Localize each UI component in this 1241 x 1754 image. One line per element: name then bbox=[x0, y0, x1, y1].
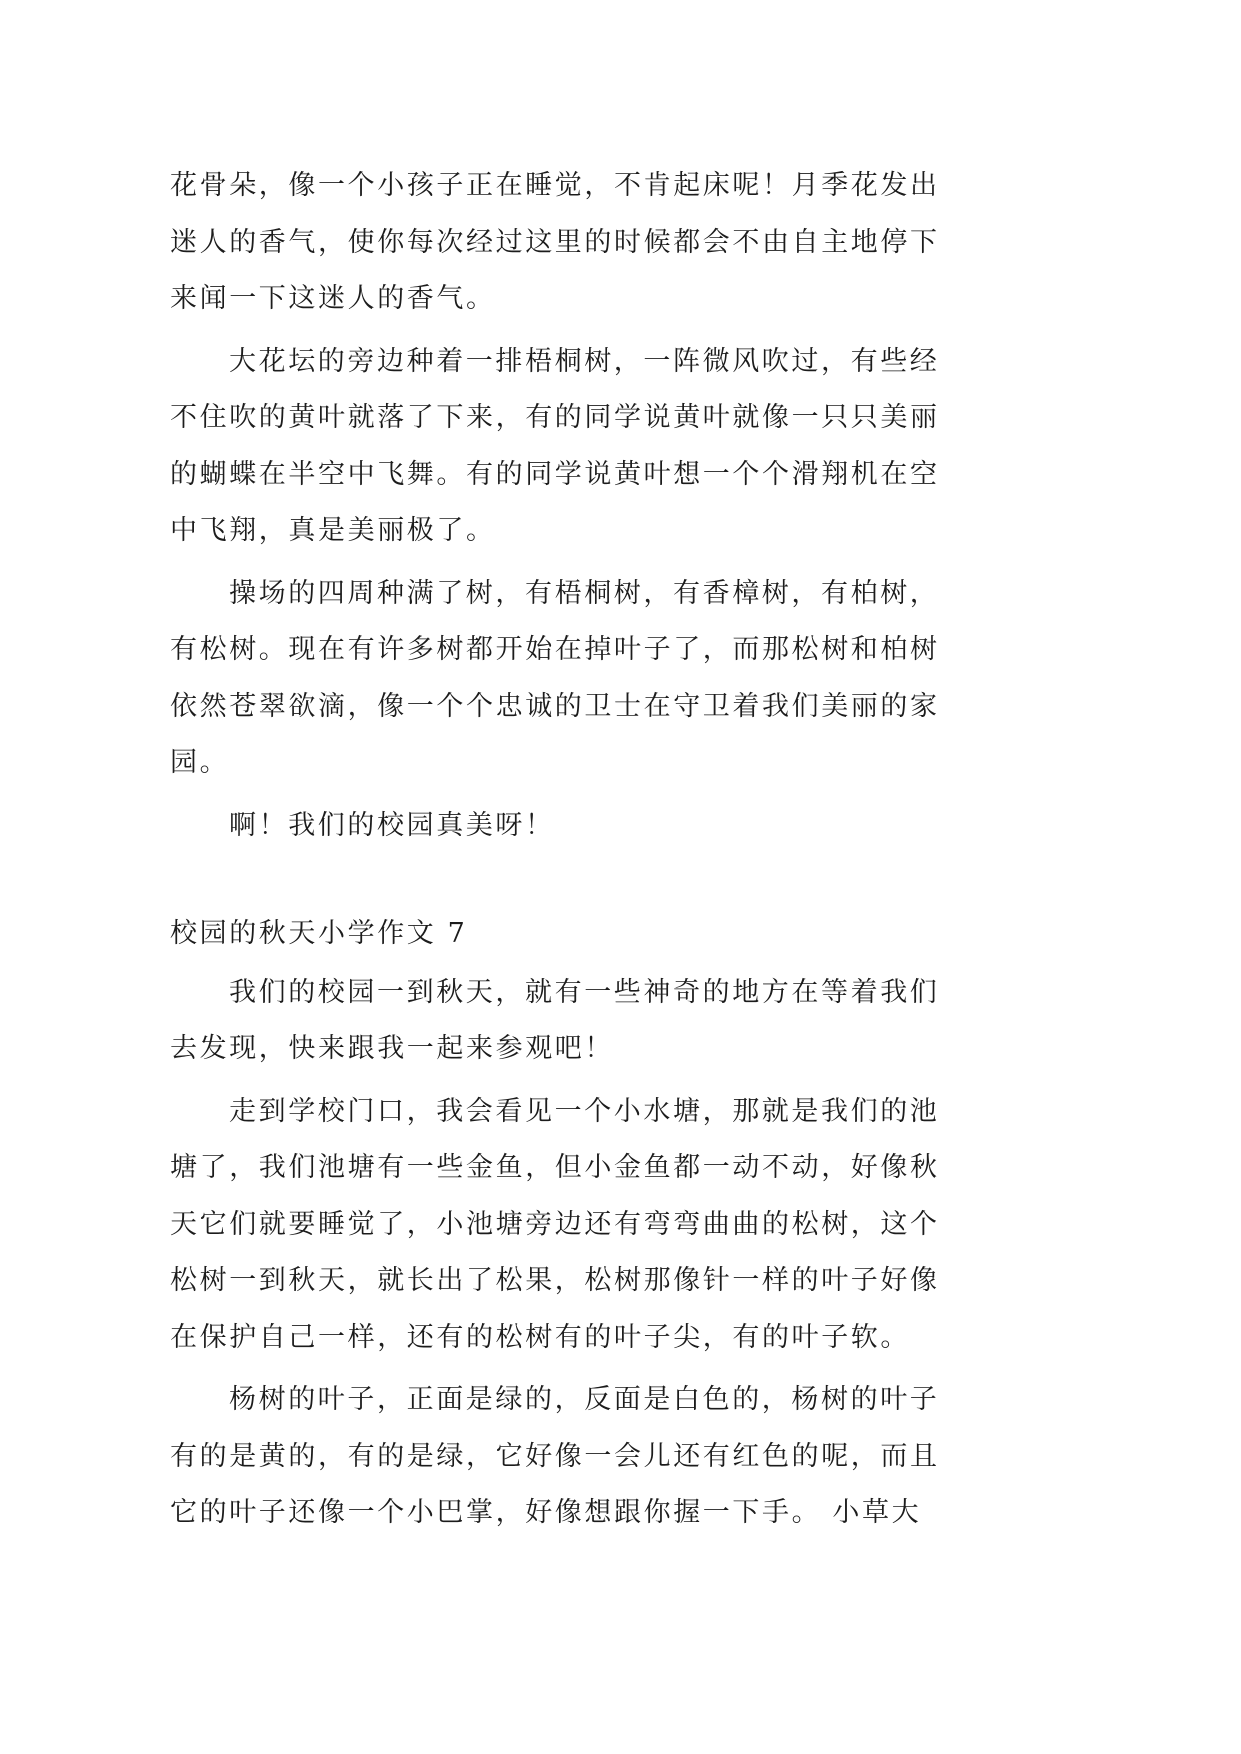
text-line: 迷人的香气，使你每次经过这里的时候都会不由自主地停下 bbox=[170, 226, 940, 258]
paragraph bbox=[170, 334, 1130, 560]
text-line: 的蝴蝶在半空中飞舞。有的同学说黄叶想一个个滑翔机在空 bbox=[170, 458, 940, 490]
section-continued bbox=[170, 158, 1130, 854]
paragraph bbox=[170, 158, 1130, 328]
text-line: 天它们就要睡觉了，小池塘旁边还有弯弯曲曲的松树，这个 bbox=[170, 1208, 940, 1240]
paragraph bbox=[170, 965, 1130, 1078]
section-heading: 校园的秋天小学作文 7 bbox=[170, 918, 468, 949]
text-line: 花骨朵，像一个小孩子正在睡觉，不肯起床呢！月季花发出 bbox=[170, 170, 940, 201]
text-line: 塘了，我们池塘有一些金鱼，但小金鱼都一动不动，好像秋 bbox=[170, 1152, 940, 1183]
text-line: 有松树。现在有许多树都开始在掉叶子了，而那松树和柏树 bbox=[170, 634, 940, 665]
text-line: 中飞翔，真是美丽极了。 bbox=[170, 515, 496, 546]
text-line: 杨树的叶子，正面是绿的，反面是白色的，杨树的叶子 bbox=[229, 1384, 940, 1415]
text-line: 走到学校门口，我会看见一个小水塘，那就是我们的池 bbox=[229, 1095, 940, 1127]
paragraph bbox=[170, 1372, 1130, 1542]
text-line: 园。 bbox=[170, 747, 230, 778]
text-line: 我们的校园一到秋天，就有一些神奇的地方在等着我们 bbox=[229, 976, 940, 1008]
text-line: 在保护自己一样，还有的松树有的叶子尖，有的叶子软。 bbox=[170, 1321, 910, 1353]
text-line: 它的叶子还像一个小巴掌，好像想跟你握一下手。 小草大 bbox=[170, 1497, 922, 1528]
text-line: 松树一到秋天，就长出了松果，松树那像针一样的叶子好像 bbox=[170, 1265, 940, 1296]
paragraph bbox=[170, 1084, 1130, 1367]
text-line: 啊！我们的校园真美呀！ bbox=[229, 809, 555, 841]
paragraph bbox=[170, 566, 1130, 792]
text-line: 来闻一下这迷人的香气。 bbox=[170, 283, 496, 314]
text-line: 依然苍翠欲滴，像一个个忠诚的卫士在守卫着我们美丽的家 bbox=[170, 690, 940, 722]
text-line: 大花坛的旁边种着一排梧桐树，一阵微风吹过，有些经 bbox=[229, 345, 940, 377]
text-line: 有的是黄的，有的是绿，它好像一会儿还有红色的呢，而且 bbox=[170, 1440, 940, 1472]
text-line: 去发现，快来跟我一起来参观吧！ bbox=[170, 1033, 614, 1064]
section-7 bbox=[170, 906, 1130, 1542]
document-page bbox=[170, 158, 1130, 1542]
text-line: 操场的四周种满了树，有梧桐树，有香樟树，有柏树， bbox=[229, 577, 940, 609]
paragraph bbox=[170, 798, 1130, 855]
text-line: 不住吹的黄叶就落了下来，有的同学说黄叶就像一只只美丽 bbox=[170, 402, 940, 433]
